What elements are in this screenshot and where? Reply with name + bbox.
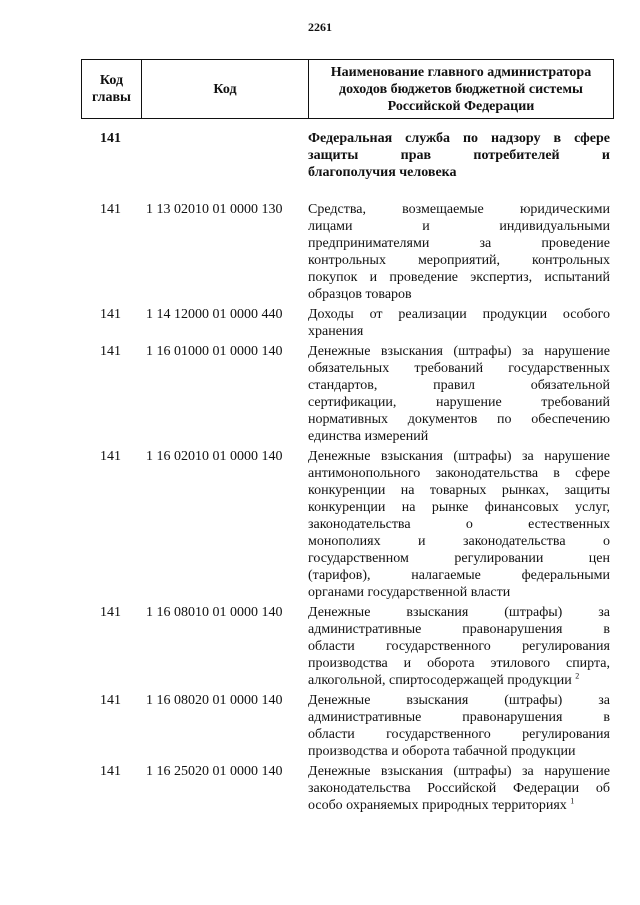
naimenovanie-text: Денежные взыскания (штрафы) за нарушение xyxy=(308,449,610,464)
naimenovanie-cell xyxy=(306,343,610,445)
naimenovanie-line xyxy=(308,343,610,360)
naimenovanie-text: нормативных документов по обеспечению xyxy=(308,412,610,427)
table-body xyxy=(81,130,612,817)
naimenovanie-cell xyxy=(306,201,610,303)
naimenovanie-cell xyxy=(306,306,610,340)
naimenovanie-line xyxy=(308,428,610,445)
header-naimenovanie-line: Российской Федерации xyxy=(387,98,535,114)
naimenovanie-line xyxy=(308,269,610,286)
naimenovanie-line xyxy=(308,448,610,465)
table-row xyxy=(81,763,612,814)
kod-cell: 1 16 08020 01 0000 140 xyxy=(146,693,283,708)
naimenovanie-text: монополиях и законодательства о xyxy=(308,534,610,549)
header-kod: Код xyxy=(142,60,309,119)
table-row xyxy=(81,692,612,760)
naimenovanie-line xyxy=(308,638,610,655)
naimenovanie-line xyxy=(308,672,610,689)
naimenovanie-line xyxy=(308,218,610,235)
naimenovanie-line xyxy=(308,323,610,340)
kod-cell xyxy=(140,130,306,181)
table-row xyxy=(81,130,612,181)
naimenovanie-cell xyxy=(306,763,610,814)
naimenovanie-cell xyxy=(306,692,610,760)
naimenovanie-text: Денежные взыскания (штрафы) за нарушение xyxy=(308,764,610,779)
naimenovanie-text: Средства, возмещаемые юридическими xyxy=(308,202,610,217)
header-kod-glavy-line: Код xyxy=(99,73,124,88)
header-kod-glavy xyxy=(82,60,142,119)
naimenovanie-text: Доходы от реализации продукции особого xyxy=(308,307,610,322)
naimenovanie-text: особо охраняемых природных территориях xyxy=(308,798,567,813)
naimenovanie-line xyxy=(308,726,610,743)
kod-cell: 1 16 02010 01 0000 140 xyxy=(146,449,283,464)
table-row xyxy=(81,343,612,445)
kod-cell: 1 13 02010 01 0000 130 xyxy=(146,202,283,217)
naimenovanie-text: Федеральная служба по надзору в сфере xyxy=(308,131,610,146)
naimenovanie-text: производства и оборота этилового спирта, xyxy=(308,656,610,671)
naimenovanie-text: обязательных требований государственных xyxy=(308,361,610,376)
naimenovanie-text: производства и оборота табачной продукции xyxy=(308,744,576,759)
naimenovanie-line xyxy=(308,201,610,218)
page-number: 2261 xyxy=(308,20,332,34)
naimenovanie-text: законодательства Российской Федерации об xyxy=(308,781,610,796)
table-row xyxy=(81,201,612,303)
naimenovanie-line xyxy=(308,360,610,377)
naimenovanie-text: хранения xyxy=(308,324,364,339)
naimenovanie-text: единства измерений xyxy=(308,429,429,444)
naimenovanie-cell xyxy=(306,130,610,181)
naimenovanie-line xyxy=(308,164,610,181)
naimenovanie-text: государственном регулировании цен xyxy=(308,551,610,566)
naimenovanie-line xyxy=(308,533,610,550)
naimenovanie-text: образцов товаров xyxy=(308,287,412,302)
naimenovanie-line xyxy=(308,130,610,147)
naimenovanie-text: Денежные взыскания (штрафы) за xyxy=(308,693,610,708)
footnote-marker: 2 xyxy=(575,671,580,681)
kod-glavy-cell: 141 xyxy=(100,344,121,359)
naimenovanie-line xyxy=(308,584,610,601)
naimenovanie-line xyxy=(308,147,610,164)
naimenovanie-line xyxy=(308,394,610,411)
kod-glavy-cell: 141 xyxy=(100,605,121,620)
table-row xyxy=(81,604,612,689)
naimenovanie-text: (тарифов), налагаемые федеральными xyxy=(308,568,610,583)
naimenovanie-line xyxy=(308,286,610,303)
naimenovanie-text: стандартов, правил обязательной xyxy=(308,378,610,393)
kod-cell: 1 16 25020 01 0000 140 xyxy=(146,764,283,779)
header-naimenovanie-line: Наименование главного администратора xyxy=(330,64,592,80)
naimenovanie-line xyxy=(308,797,610,814)
naimenovanie-text: Денежные взыскания (штрафы) за xyxy=(308,605,610,620)
kod-glavy-cell: 141 xyxy=(100,693,121,708)
naimenovanie-line xyxy=(308,499,610,516)
kod-cell: 1 16 01000 01 0000 140 xyxy=(146,344,283,359)
naimenovanie-text: лицами и индивидуальными xyxy=(308,219,610,234)
naimenovanie-line xyxy=(308,482,610,499)
naimenovanie-text: конкуренции на рынке финансовых услуг, xyxy=(308,500,610,515)
naimenovanie-text: органами государственной власти xyxy=(308,585,511,600)
naimenovanie-text: покупок и проведение экспертиз, испытаний xyxy=(308,270,610,285)
kod-glavy-cell: 141 xyxy=(100,131,121,146)
naimenovanie-line xyxy=(308,743,610,760)
kod-cell: 1 14 12000 01 0000 440 xyxy=(146,307,283,322)
naimenovanie-line xyxy=(308,692,610,709)
naimenovanie-line xyxy=(308,709,610,726)
naimenovanie-line xyxy=(308,655,610,672)
naimenovanie-line xyxy=(308,411,610,428)
table-row xyxy=(81,306,612,340)
naimenovanie-line xyxy=(308,604,610,621)
naimenovanie-line xyxy=(308,465,610,482)
kod-cell: 1 16 08010 01 0000 140 xyxy=(146,605,283,620)
naimenovanie-text: предпринимателями за проведение xyxy=(308,236,610,251)
header-kod-glavy-line: главы xyxy=(92,90,131,105)
naimenovanie-text: защиты прав потребителей и xyxy=(308,148,610,163)
naimenovanie-text: контрольных мероприятий, контрольных xyxy=(308,253,610,268)
naimenovanie-cell xyxy=(306,604,610,689)
naimenovanie-line xyxy=(308,516,610,533)
naimenovanie-text: конкуренции на товарных рынках, защиты xyxy=(308,483,610,498)
naimenovanie-text: алкогольной, спиртосодержащей продукции xyxy=(308,673,572,688)
naimenovanie-line xyxy=(308,306,610,323)
naimenovanie-line xyxy=(308,252,610,269)
naimenovanie-text: законодательства о естественных xyxy=(308,517,610,532)
kod-glavy-cell: 141 xyxy=(100,307,121,322)
naimenovanie-text: сертификации, нарушение требований xyxy=(308,395,610,410)
header-naimenovanie xyxy=(309,60,614,119)
naimenovanie-line xyxy=(308,780,610,797)
kod-glavy-cell: 141 xyxy=(100,764,121,779)
naimenovanie-line xyxy=(308,621,610,638)
footnote-marker: 1 xyxy=(570,796,575,806)
table-header xyxy=(81,59,614,119)
naimenovanie-text: антимонопольного законодательства в сфере xyxy=(308,466,610,481)
naimenovanie-cell xyxy=(306,448,610,601)
naimenovanie-text: Денежные взыскания (штрафы) за нарушение xyxy=(308,344,610,359)
naimenovanie-text: области государственного регулирования xyxy=(308,727,610,742)
naimenovanie-line xyxy=(308,377,610,394)
naimenovanie-line xyxy=(308,235,610,252)
kod-glavy-cell: 141 xyxy=(100,202,121,217)
naimenovanie-line xyxy=(308,567,610,584)
naimenovanie-text: административные правонарушения в xyxy=(308,710,610,725)
naimenovanie-line xyxy=(308,763,610,780)
naimenovanie-text: благополучия человека xyxy=(308,165,457,180)
table-row xyxy=(81,448,612,601)
naimenovanie-line xyxy=(308,550,610,567)
header-naimenovanie-line: доходов бюджетов бюджетной системы xyxy=(339,81,583,97)
kod-glavy-cell: 141 xyxy=(100,449,121,464)
naimenovanie-text: административные правонарушения в xyxy=(308,622,610,637)
naimenovanie-text: области государственного регулирования xyxy=(308,639,610,654)
